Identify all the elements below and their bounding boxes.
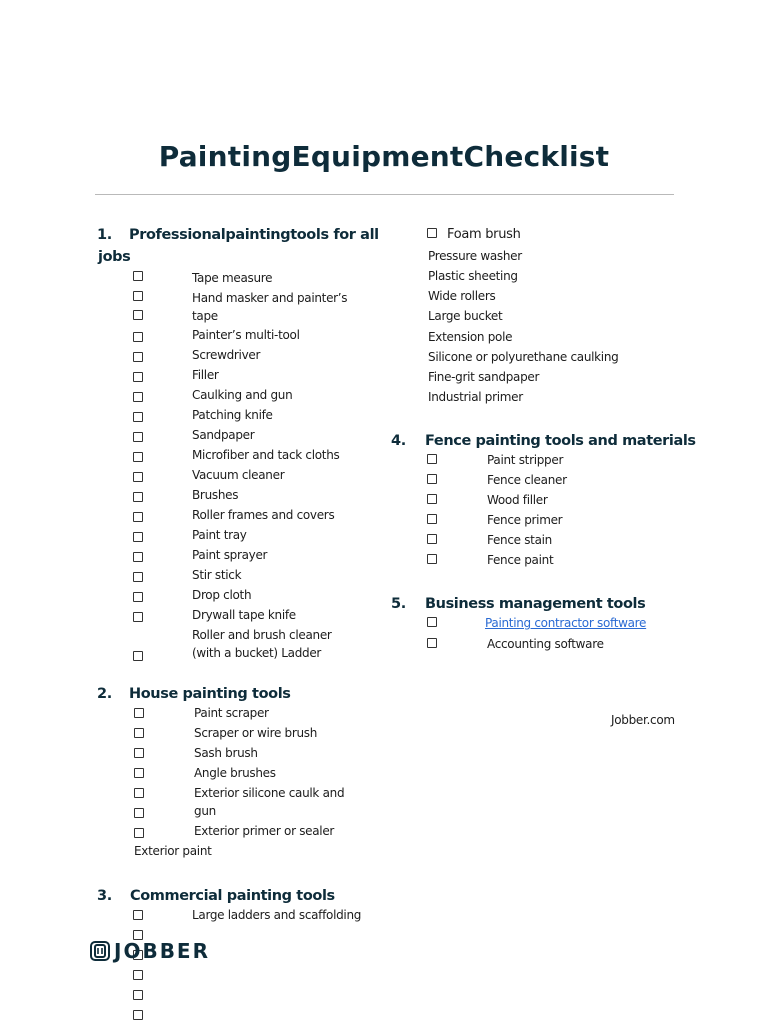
- section-5-number: 5.: [391, 596, 406, 612]
- checkbox[interactable]: [133, 372, 143, 382]
- plain-item: Pressure washer: [428, 249, 522, 263]
- checkbox[interactable]: [427, 228, 437, 238]
- item-label: Fence cleaner: [487, 473, 567, 487]
- checkbox[interactable]: [133, 472, 143, 482]
- item-label: Roller frames and covers: [192, 508, 335, 522]
- checkbox[interactable]: [427, 454, 437, 464]
- item-label: Caulking and gun: [192, 388, 293, 402]
- section-1-number: 1.: [97, 227, 112, 243]
- item-label: (with a bucket) Ladder: [192, 646, 322, 660]
- checkbox[interactable]: [133, 572, 143, 582]
- section-2-number: 2.: [97, 686, 112, 702]
- section-3-heading: [97, 888, 397, 908]
- checkbox[interactable]: [427, 494, 437, 504]
- section-1-title: Professionalpaintingtools for all: [129, 227, 379, 243]
- item-label: Tape measure: [192, 271, 273, 285]
- section-1-heading: [97, 227, 397, 267]
- item-label: Fence paint: [487, 553, 554, 567]
- item-label: Paint sprayer: [192, 548, 268, 562]
- item-label: Accounting software: [487, 637, 604, 651]
- checkbox[interactable]: [427, 617, 437, 627]
- checkbox[interactable]: [133, 532, 143, 542]
- section-4-heading: [391, 433, 696, 453]
- section-2-title: House painting tools: [129, 686, 291, 702]
- checkbox[interactable]: [133, 990, 143, 1000]
- section-2-heading: [97, 686, 397, 706]
- item-label: Drop cloth: [192, 588, 252, 602]
- section-3-number: 3.: [97, 888, 112, 904]
- item-label: Hand masker and painter’s: [192, 291, 348, 305]
- checkbox[interactable]: [134, 828, 144, 838]
- checkbox[interactable]: [133, 552, 143, 562]
- item-label: Filler: [192, 368, 219, 382]
- item-label: Sandpaper: [192, 428, 255, 442]
- title-divider: [95, 194, 674, 195]
- item-label: Vacuum cleaner: [192, 468, 285, 482]
- item-label: Fence primer: [487, 513, 563, 527]
- checkbox[interactable]: [133, 392, 143, 402]
- item-label: Patching knife: [192, 408, 273, 422]
- section-3-title: Commercial painting tools: [130, 888, 335, 904]
- checkbox[interactable]: [134, 788, 144, 798]
- section-1-title-line2: jobs: [98, 249, 131, 265]
- checkbox[interactable]: [133, 332, 143, 342]
- checkbox[interactable]: [134, 708, 144, 718]
- jobber-logo: [90, 939, 210, 963]
- checkbox[interactable]: [133, 271, 143, 281]
- checkbox[interactable]: [427, 534, 437, 544]
- plain-item: Silicone or polyurethane caulking: [428, 350, 619, 364]
- painting-contractor-software-link[interactable]: Painting contractor software: [485, 616, 647, 630]
- section-4-number: 4.: [391, 433, 406, 449]
- website-text: Jobber.com: [611, 713, 675, 727]
- checkbox[interactable]: [133, 910, 143, 920]
- logo-wordmark: JOBBER: [114, 939, 210, 963]
- plain-item: Plastic sheeting: [428, 269, 518, 283]
- item-label: Angle brushes: [194, 766, 276, 780]
- checkbox[interactable]: [134, 728, 144, 738]
- checkbox[interactable]: [427, 638, 437, 648]
- item-label: Stir stick: [192, 568, 242, 582]
- checkbox[interactable]: [134, 748, 144, 758]
- item-label: Paint scraper: [194, 706, 269, 720]
- checkbox[interactable]: [133, 452, 143, 462]
- checkbox[interactable]: [427, 554, 437, 564]
- trailing-item: Exterior paint: [134, 844, 212, 858]
- item-label: Roller and brush cleaner: [192, 628, 332, 642]
- checkbox[interactable]: [133, 352, 143, 362]
- section-5-heading: [391, 596, 691, 616]
- item-label: Brushes: [192, 488, 239, 502]
- section-4-title: Fence painting tools and materials: [425, 433, 696, 449]
- item-label: Large ladders and scaffolding: [192, 908, 362, 922]
- checkbox[interactable]: [133, 651, 143, 661]
- item-label: Drywall tape knife: [192, 608, 296, 622]
- checkbox[interactable]: [427, 514, 437, 524]
- plain-item: Fine-grit sandpaper: [428, 370, 540, 384]
- plain-item: Extension pole: [428, 330, 513, 344]
- item-label: Paint stripper: [487, 453, 564, 467]
- item-label: Fence stain: [487, 533, 552, 547]
- checkbox[interactable]: [133, 512, 143, 522]
- item-label: Exterior silicone caulk and: [194, 786, 345, 800]
- item-label: Foam brush: [447, 227, 521, 242]
- checkbox[interactable]: [133, 970, 143, 980]
- item-label: Sash brush: [194, 746, 258, 760]
- checkbox[interactable]: [133, 1010, 143, 1020]
- checkbox[interactable]: [133, 432, 143, 442]
- item-label: Exterior primer or sealer: [194, 824, 335, 838]
- checkbox[interactable]: [133, 492, 143, 502]
- jobber-logo-icon: [90, 941, 110, 961]
- item-label: gun: [194, 804, 216, 818]
- page-title: PaintingEquipmentChecklist: [158, 140, 610, 173]
- item-label: Scraper or wire brush: [194, 726, 318, 740]
- checkbox[interactable]: [133, 592, 143, 602]
- checkbox[interactable]: [133, 412, 143, 422]
- checkbox[interactable]: [427, 474, 437, 484]
- item-label: Microfiber and tack cloths: [192, 448, 340, 462]
- item-label: Painter’s multi-tool: [192, 328, 300, 342]
- checkbox[interactable]: [133, 310, 143, 320]
- checkbox[interactable]: [133, 612, 143, 622]
- item-label: Paint tray: [192, 528, 247, 542]
- item-label: Screwdriver: [192, 348, 261, 362]
- plain-item: Large bucket: [428, 309, 503, 323]
- plain-item: Wide rollers: [428, 289, 496, 303]
- checkbox[interactable]: [133, 291, 143, 301]
- item-label: tape: [192, 309, 218, 323]
- plain-item: Industrial primer: [428, 390, 523, 404]
- item-label: Wood filler: [487, 493, 548, 507]
- checkbox[interactable]: [134, 768, 144, 778]
- checkbox[interactable]: [134, 808, 144, 818]
- section-5-title: Business management tools: [425, 596, 646, 612]
